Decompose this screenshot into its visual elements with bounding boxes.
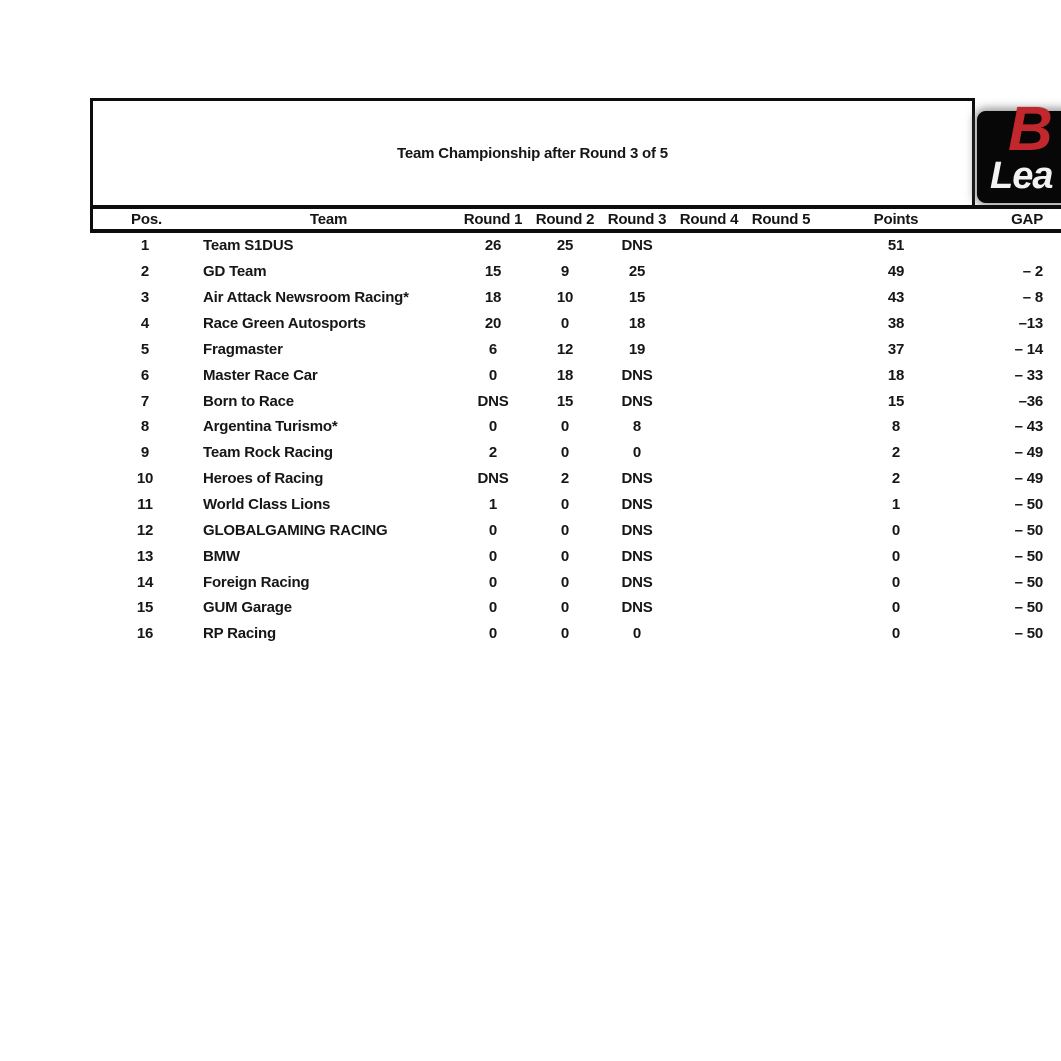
cell-points: 2	[891, 470, 901, 488]
cell-gap: – 2	[1022, 263, 1043, 281]
cell-round-1: 0	[488, 625, 498, 643]
cell-team: World Class Lions	[203, 496, 331, 514]
cell-round-2: 15	[556, 392, 574, 410]
cell-round-3: DNS	[621, 547, 653, 565]
table-header-row	[90, 205, 1061, 233]
table-row	[90, 595, 1061, 621]
cell-pos: 11	[137, 496, 153, 514]
table-row	[90, 311, 1061, 337]
cell-gap: – 8	[1022, 289, 1043, 307]
cell-team: Heroes of Racing	[203, 470, 324, 488]
cell-gap: – 50	[1014, 625, 1043, 643]
cell-round-2: 0	[560, 547, 570, 565]
cell-round-3: DNS	[621, 392, 653, 410]
table-row	[90, 543, 1061, 569]
table-row	[90, 336, 1061, 362]
logo-letter-b: B	[1008, 95, 1051, 164]
cell-round-2: 0	[560, 573, 570, 591]
cell-pos: 6	[140, 366, 150, 384]
cell-pos: 10	[136, 470, 154, 488]
cell-gap: – 49	[1014, 470, 1043, 488]
cell-points: 0	[891, 547, 901, 565]
cell-team: BMW	[203, 547, 240, 565]
cell-team: Fragmaster	[203, 340, 283, 358]
header-points: Points	[873, 210, 919, 228]
header-team: Team	[309, 210, 348, 228]
table-row	[90, 517, 1061, 543]
cell-team: GUM Garage	[203, 599, 292, 617]
table-row	[90, 492, 1061, 518]
table-row	[90, 466, 1061, 492]
cell-round-3: 8	[632, 418, 642, 436]
cell-pos: 4	[140, 315, 150, 332]
cell-team: Air Attack Newsroom Racing*	[203, 289, 409, 307]
cell-round-1: DNS	[477, 470, 509, 488]
cell-gap: – 14	[1014, 340, 1043, 358]
cell-team: Argentina Turismo*	[203, 418, 338, 436]
cell-round-2: 25	[556, 237, 574, 255]
cell-round-1: 15	[484, 263, 502, 281]
cell-round-3: 0	[632, 625, 642, 643]
cell-round-3: DNS	[621, 366, 653, 384]
cell-round-3: DNS	[621, 599, 653, 617]
cell-round-1: 2	[488, 444, 498, 462]
cell-points: 0	[891, 625, 901, 643]
header-gap: GAP	[1011, 210, 1043, 228]
cell-gap: – 50	[1014, 573, 1043, 591]
league-logo	[977, 95, 1061, 203]
cell-team: Team S1DUS	[203, 237, 294, 255]
cell-round-3: 25	[628, 263, 646, 281]
header-round-5: Round 5	[751, 210, 811, 228]
header-round-3: Round 3	[607, 210, 667, 228]
cell-round-3: 18	[628, 315, 646, 332]
cell-round-2: 12	[556, 340, 574, 358]
cell-pos: 12	[136, 521, 154, 539]
cell-round-3: DNS	[621, 470, 653, 488]
header-pos: Pos.	[131, 210, 162, 228]
cell-pos: 13	[136, 547, 154, 565]
cell-round-2: 0	[560, 315, 570, 332]
cell-team: Team Rock Racing	[203, 444, 333, 462]
table-row	[90, 414, 1061, 440]
cell-points: 38	[887, 315, 905, 332]
cell-points: 0	[891, 599, 901, 617]
cell-team: Born to Race	[203, 392, 294, 410]
header-round-1: Round 1	[463, 210, 523, 228]
cell-round-1: 0	[488, 599, 498, 617]
cell-gap: – 33	[1014, 366, 1043, 384]
cell-round-3: DNS	[621, 573, 653, 591]
cell-round-1: 0	[488, 521, 498, 539]
cell-pos: 2	[140, 263, 150, 281]
header-round-2: Round 2	[535, 210, 595, 228]
cell-points: 8	[891, 418, 901, 436]
cell-gap: – 50	[1014, 496, 1043, 514]
cell-pos: 7	[140, 392, 150, 410]
cell-points: 0	[891, 573, 901, 591]
table-row	[90, 233, 1061, 259]
cell-round-2: 0	[560, 418, 570, 436]
cell-pos: 8	[140, 418, 150, 436]
table-row	[90, 440, 1061, 466]
cell-gap: – 49	[1014, 444, 1043, 462]
cell-gap: –36	[1018, 392, 1043, 410]
cell-round-1: 0	[488, 573, 498, 591]
table-row	[90, 259, 1061, 285]
cell-points: 43	[887, 289, 905, 307]
table-row	[90, 362, 1061, 388]
cell-round-3: 15	[628, 289, 646, 307]
title-box	[90, 98, 975, 205]
cell-round-3: 19	[628, 340, 646, 358]
cell-round-2: 0	[560, 599, 570, 617]
cell-points: 18	[887, 366, 905, 384]
cell-round-1: 1	[488, 496, 498, 514]
cell-points: 37	[887, 340, 905, 358]
cell-points: 51	[887, 237, 905, 255]
cell-team: Foreign Racing	[203, 573, 310, 591]
cell-points: 1	[891, 496, 901, 514]
cell-round-1: DNS	[477, 392, 509, 410]
cell-round-1: 0	[488, 366, 498, 384]
cell-round-3: DNS	[621, 237, 653, 255]
cell-gap: – 50	[1014, 521, 1043, 539]
cell-round-3: DNS	[621, 521, 653, 539]
table-row	[90, 388, 1061, 414]
page-title: Team Championship after Round 3 of 5	[397, 144, 668, 162]
cell-round-2: 0	[560, 496, 570, 514]
cell-pos: 5	[140, 340, 150, 358]
cell-points: 49	[887, 263, 905, 281]
cell-round-2: 0	[560, 444, 570, 462]
cell-team: Master Race Car	[203, 366, 318, 384]
cell-pos: 16	[136, 625, 154, 643]
cell-round-3: 0	[632, 444, 642, 462]
cell-round-2: 18	[556, 366, 574, 384]
cell-round-1: 26	[484, 237, 502, 255]
cell-round-2: 10	[556, 289, 574, 307]
table-row	[90, 621, 1061, 647]
cell-pos: 15	[136, 599, 154, 617]
cell-gap: – 50	[1014, 599, 1043, 617]
table-row	[90, 285, 1061, 311]
header-round-4: Round 4	[679, 210, 739, 228]
cell-pos: 14	[136, 573, 154, 591]
cell-team: GLOBALGAMING RACING	[203, 521, 388, 539]
cell-round-1: 18	[484, 289, 502, 307]
cell-pos: 3	[140, 289, 150, 307]
cell-round-1: 0	[488, 418, 498, 436]
cell-round-1: 6	[488, 340, 498, 358]
cell-round-1: 0	[488, 547, 498, 565]
cell-round-2: 9	[560, 263, 570, 281]
cell-round-2: 0	[560, 625, 570, 643]
cell-gap: –13	[1018, 315, 1043, 332]
cell-gap: – 50	[1014, 547, 1043, 565]
cell-points: 0	[891, 521, 901, 539]
table-row	[90, 569, 1061, 595]
cell-pos: 1	[140, 237, 150, 255]
cell-round-1: 20	[484, 315, 502, 332]
table-body	[90, 233, 1061, 647]
cell-round-3: DNS	[621, 496, 653, 514]
cell-round-2: 2	[560, 470, 570, 488]
cell-team: RP Racing	[203, 625, 276, 643]
cell-team: Race Green Autosports	[203, 315, 366, 332]
cell-team: GD Team	[203, 263, 267, 281]
cell-gap: – 43	[1014, 418, 1043, 436]
cell-pos: 9	[140, 444, 150, 462]
logo-wordmark: Lea	[990, 155, 1053, 197]
cell-points: 2	[891, 444, 901, 462]
cell-round-2: 0	[560, 521, 570, 539]
cell-points: 15	[887, 392, 905, 410]
